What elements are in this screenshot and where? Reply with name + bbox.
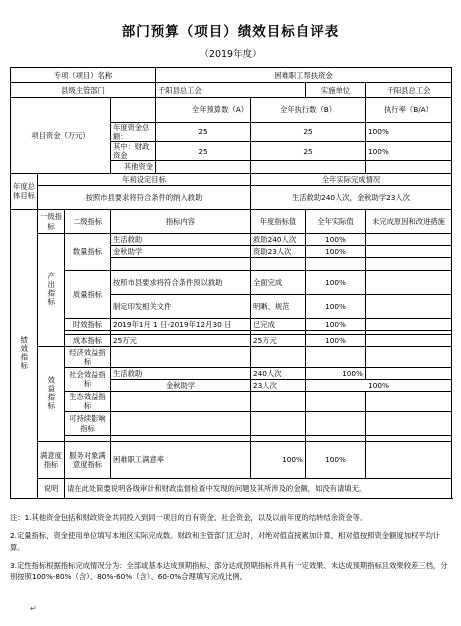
perf-head-level1: 一级指标 bbox=[38, 209, 65, 233]
indicator-target: 100% bbox=[251, 442, 306, 478]
indicator-actual: 100% bbox=[306, 335, 366, 347]
project-name-label: 专项（项目）名称 bbox=[11, 68, 156, 83]
funds-row-rate: 100% bbox=[366, 122, 452, 141]
indicator-content: 制定印发相关文件 bbox=[111, 294, 251, 318]
indicator-content: 困难职工满意率 bbox=[111, 442, 251, 478]
dept-label: 县级主管部门 bbox=[11, 83, 156, 98]
funds-row-name: 其他资金 bbox=[111, 161, 156, 173]
output-indicator-label: 产出指标 bbox=[38, 234, 65, 347]
quantity-indicator-label: 数量指标 bbox=[65, 234, 111, 270]
satisfaction-sub-label: 服务对象满意度指标 bbox=[65, 442, 111, 478]
perf-head-content: 指标内容 bbox=[111, 209, 251, 233]
footnote: 3.定性指标根据指标完成情况分为：全部或基本达成预期指标、部分达成预期指标并具有一定效果、未达成预期指标且效果较差三档，分别按照100%-80%（含）、80%-60%（含）、60-0%合理填写完成比例。 bbox=[10, 560, 448, 582]
return-mark: ↵ bbox=[30, 604, 37, 613]
goal-plan-header: 年初设定目标 bbox=[38, 173, 251, 185]
funds-col-budget: 全年预算数（A） bbox=[156, 98, 251, 122]
funds-row-name: 年度资金总额： bbox=[111, 122, 156, 141]
self-evaluation-table bbox=[10, 67, 452, 499]
footnote: 2.定量指标，资金使用单位填写本地区实际完成数。财政和主管部门汇总时，对绝对值直接累加计算，相对值按照资金额度加权平均计算。 bbox=[10, 531, 441, 552]
funds-col-exec: 全年执行数（B） bbox=[251, 98, 366, 122]
impl-unit-label: 实施单位 bbox=[306, 83, 366, 98]
page-title: 部门预算（项目）绩效目标自评表 bbox=[121, 24, 340, 40]
quality-indicator-label: 质量指标 bbox=[65, 270, 111, 319]
indicator-actual: 100% bbox=[306, 270, 366, 294]
goal-actual-header: 全年实际完成情况 bbox=[251, 173, 452, 185]
indicator-actual: 100% bbox=[306, 442, 366, 478]
sustain-indicator-label: 可持续影响指标 bbox=[65, 411, 111, 435]
perf-head-reason: 未完成原因和改进措施 bbox=[366, 209, 452, 233]
impl-unit-value: 千阳县总工会 bbox=[366, 83, 452, 98]
indicator-target: 全面完成 bbox=[251, 270, 306, 294]
funds-row-rate: 100% bbox=[366, 141, 452, 160]
funds-row-exec: 25 bbox=[251, 122, 366, 141]
indicator-content: 生活救助 bbox=[111, 234, 251, 246]
funds-row-exec bbox=[251, 161, 366, 173]
remark-label: 说明 bbox=[38, 478, 65, 498]
social-indicator-label: 社会效益指标 bbox=[65, 367, 111, 391]
indicator-actual: 100% bbox=[306, 294, 366, 318]
indicator-content: 2019年1月 1 日-2019年12月30 日 bbox=[111, 319, 251, 331]
footnote: 注：1.其他资金包括和财政资金共同投入到同一项目的自有资金、社会资金，以及以前年度的结转结余资金等。 bbox=[10, 513, 368, 522]
indicator-content: 金秋助学 bbox=[111, 246, 251, 258]
perf-head-target: 年度指标值 bbox=[251, 209, 306, 233]
cost-indicator-label: 成本指标 bbox=[65, 335, 111, 347]
effect-indicator-label: 效益指标 bbox=[38, 347, 65, 442]
goal-plan-text: 按照市县要求将符合条件的纳入救助 bbox=[38, 185, 251, 209]
project-name-value: 困难职工帮扶资金 bbox=[156, 68, 452, 83]
indicator-actual: 100% bbox=[306, 367, 366, 379]
indicator-content: 生活救助 bbox=[111, 367, 251, 379]
indicator-actual: 100% bbox=[306, 234, 366, 246]
page-subtitle-year: （2019年度） bbox=[199, 49, 262, 60]
indicator-target: 23人次 bbox=[251, 379, 306, 391]
indicator-content: 金秋助学 bbox=[111, 379, 251, 391]
funds-row-name: 其中：财政资金 bbox=[111, 141, 156, 160]
funds-row-exec: 25 bbox=[251, 141, 366, 160]
funds-row-budget: 25 bbox=[156, 141, 251, 160]
funds-row-budget bbox=[156, 161, 251, 173]
indicator-actual: 100% bbox=[306, 246, 366, 258]
perf-head-level2: 二级指标 bbox=[65, 209, 111, 233]
indicator-target: 25万元 bbox=[251, 335, 306, 347]
timeliness-indicator-label: 时效指标 bbox=[65, 319, 111, 331]
funds-row-budget: 25 bbox=[156, 122, 251, 141]
indicator-target: 资助23人次 bbox=[251, 246, 306, 258]
indicator-target: 已完成 bbox=[251, 319, 306, 331]
ecological-indicator-label: 生态效益指标 bbox=[65, 391, 111, 411]
indicator-actual: 100% bbox=[306, 319, 366, 331]
overall-goal-label: 年度总体目标 bbox=[11, 173, 38, 209]
indicator-target: 救助240人次 bbox=[251, 234, 306, 246]
indicator-actual: 100% bbox=[306, 379, 452, 391]
funds-col-rate: 执行率（B/A） bbox=[366, 98, 452, 122]
economic-indicator-label: 经济效益指标 bbox=[65, 347, 111, 367]
footnotes bbox=[10, 512, 451, 589]
funds-label: 项目资金（万元） bbox=[11, 98, 111, 173]
satisfaction-indicator-label: 满意度指标 bbox=[38, 442, 65, 478]
goal-actual-text: 生活救助240人次，金秋助学23人次 bbox=[251, 185, 452, 209]
perf-label: 绩效指标 bbox=[11, 209, 38, 498]
dept-value: 千阳县总工会 bbox=[156, 83, 306, 98]
indicator-content: 按照市县要求将符合条件预以救助 bbox=[111, 270, 251, 294]
funds-row-rate bbox=[366, 161, 452, 173]
indicator-content: 25万元 bbox=[111, 335, 251, 347]
indicator-target: 240人次 bbox=[251, 367, 306, 379]
indicator-target: 明晰、规范 bbox=[251, 294, 306, 318]
remark-text: 请在此处简要说明各级审计和财政监督检查中发现的问题及其所涉及的金额，如没有请填无。 bbox=[65, 478, 452, 498]
perf-head-actual: 全年实际值 bbox=[306, 209, 366, 233]
